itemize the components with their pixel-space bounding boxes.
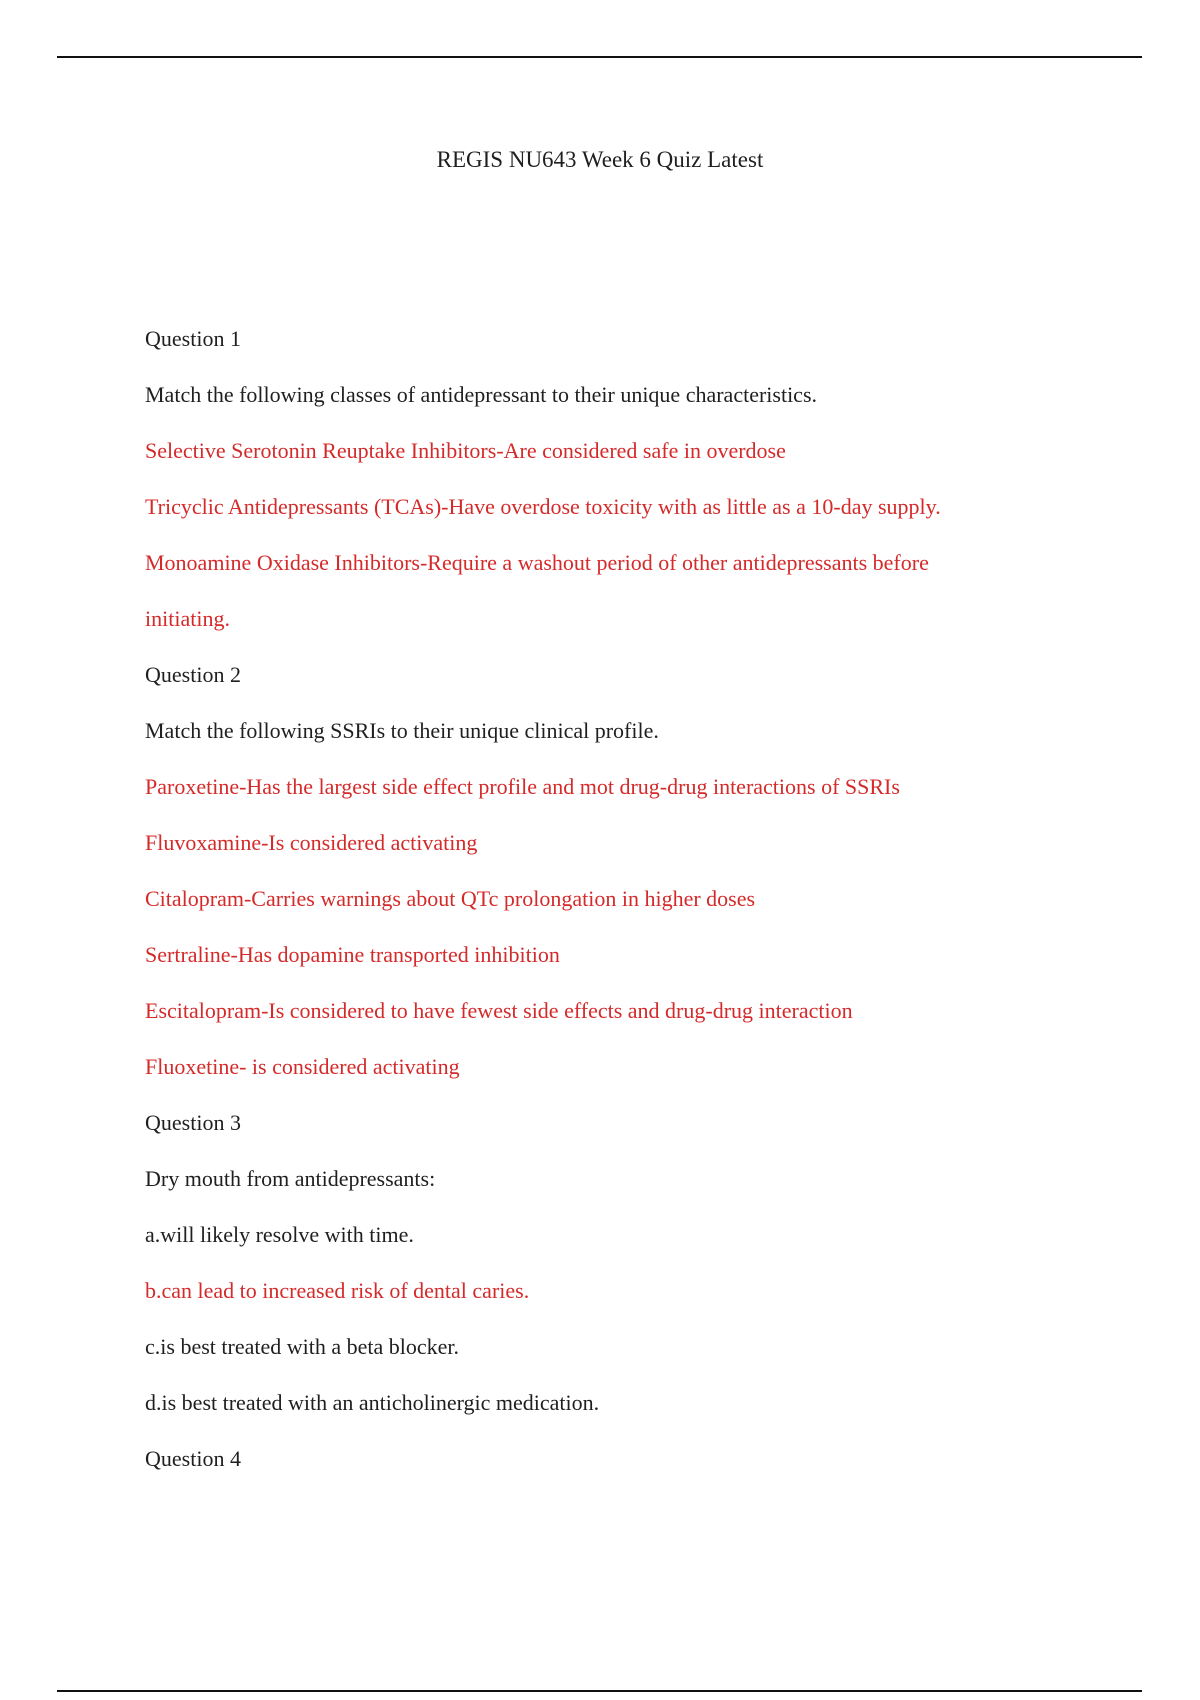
question-1-answer-2: Tricyclic Antidepressants (TCAs)-Have overdose toxicity with as little as a 10-day supply. <box>145 494 941 519</box>
question-1-prompt: Match the following classes of antidepressant to their unique characteristics. <box>145 382 818 407</box>
question-2-label: Question 2 <box>145 662 241 687</box>
question-3-option-c: c.is best treated with a beta blocker. <box>145 1334 459 1359</box>
question-2-answer-3: Citalopram-Carries warnings about QTc prolongation in higher doses <box>145 886 756 911</box>
top-rule <box>57 56 1142 58</box>
question-4-label: Question 4 <box>145 1446 241 1471</box>
question-3-prompt: Dry mouth from antidepressants: <box>145 1166 436 1191</box>
document-title: REGIS NU643 Week 6 Quiz Latest <box>436 147 764 172</box>
question-1-answer-3-continued: initiating. <box>145 606 230 631</box>
question-2-answer-2: Fluvoxamine-Is considered activating <box>145 830 478 855</box>
question-1-answer-3: Monoamine Oxidase Inhibitors-Require a washout period of other antidepressants before <box>145 550 929 575</box>
question-1-answer-1: Selective Serotonin Reuptake Inhibitors-Are considered safe in overdose <box>145 438 786 463</box>
question-3-option-a: a.will likely resolve with time. <box>145 1222 414 1247</box>
question-2-answer-6: Fluoxetine- is considered activating <box>145 1054 460 1079</box>
question-2-answer-5: Escitalopram-Is considered to have fewest side effects and drug-drug interaction <box>145 998 853 1023</box>
question-3-option-d: d.is best treated with an anticholinergic medication. <box>145 1390 600 1415</box>
question-3-option-b-correct: b.can lead to increased risk of dental caries. <box>145 1278 530 1303</box>
question-1-label: Question 1 <box>145 326 241 351</box>
quiz-content <box>145 311 1065 1487</box>
question-2-answer-1: Paroxetine-Has the largest side effect profile and mot drug-drug interactions of SSRIs <box>145 774 900 799</box>
bottom-rule <box>57 1690 1142 1692</box>
question-3-label: Question 3 <box>145 1110 241 1135</box>
question-2-answer-4: Sertraline-Has dopamine transported inhibition <box>145 942 560 967</box>
question-2-prompt: Match the following SSRIs to their unique clinical profile. <box>145 718 659 743</box>
